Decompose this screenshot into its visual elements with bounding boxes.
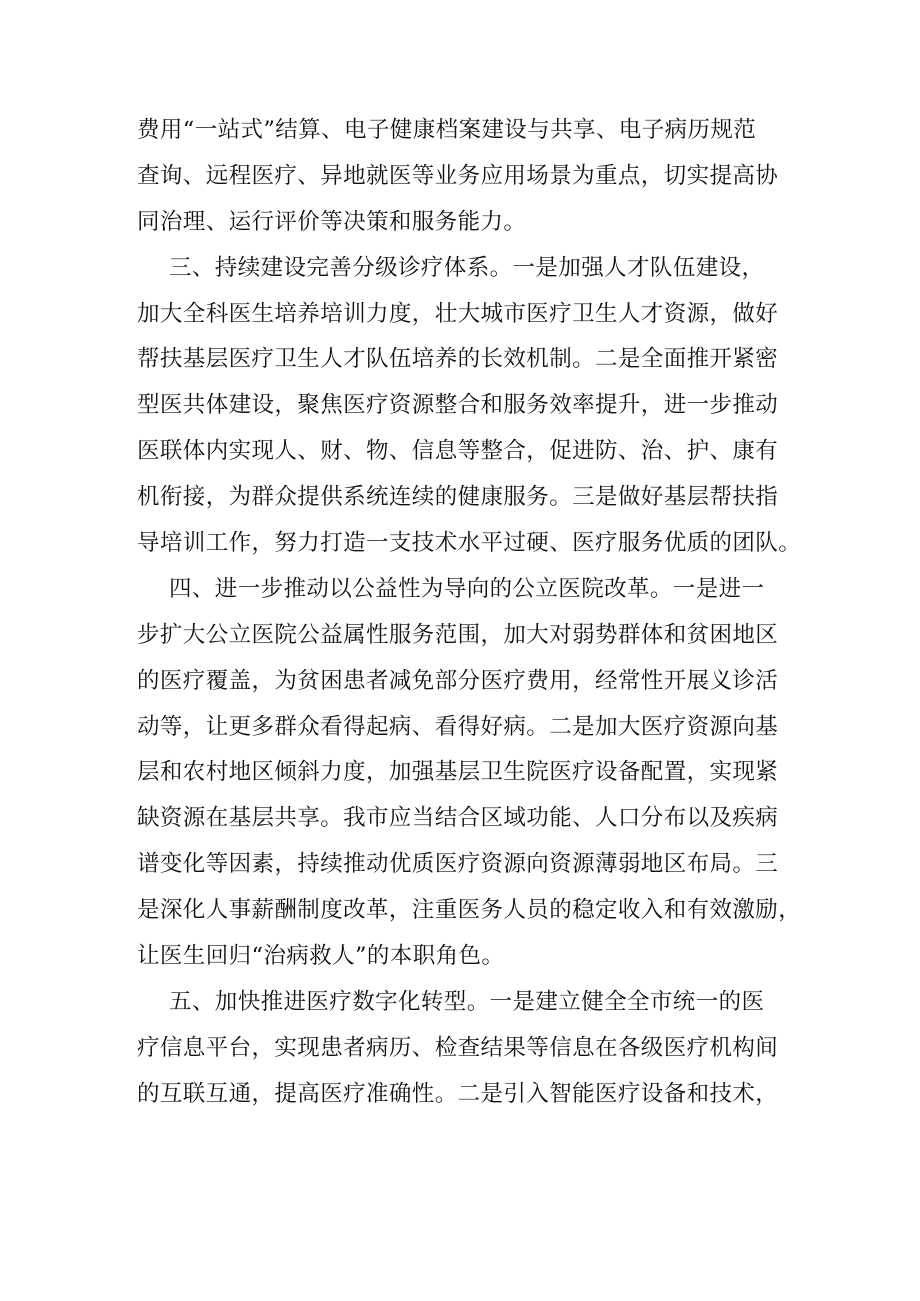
- text-line: 型医共体建设，聚焦医疗资源整合和服务效率提升，进一步推动: [137, 392, 779, 419]
- text-line: 医联体内实现人、财、物、信息等整合，促进防、治、护、康有: [137, 438, 779, 465]
- text-line: 查询、远程医疗、异地就医等业务应用场景为重点，切实提高协: [137, 162, 779, 189]
- text-line: 加大全科医生培养培训力度，壮大城市医疗卫生人才资源，做好: [137, 300, 779, 327]
- paragraph-section-four: [137, 567, 802, 980]
- text-line: 费用“一站式”结算、电子健康档案建设与共享、电子病历规范: [137, 117, 757, 143]
- text-line: 同治理、运行评价等决策和服务能力。: [137, 208, 527, 235]
- text-line: 导培训工作，努力打造一支技术水平过硬、医疗服务优质的团队。: [137, 530, 802, 557]
- text-line: 的互联互通，提高医疗准确性。二是引入智能医疗设备和技术，: [137, 1080, 779, 1107]
- text-line: 是深化人事薪酬制度改革，注重医务人员的稳定收入和有效激励，: [137, 897, 802, 924]
- text-line: 帮扶基层医疗卫生人才队伍培养的长效机制。二是全面推开紧密: [137, 346, 779, 373]
- text-line: 让医生回归“治病救人”的本职角色。: [137, 943, 505, 970]
- text-line: 四、进一步推动以公益性为导向的公立医院改革。一是进一: [169, 575, 765, 602]
- document-body: [137, 108, 802, 1118]
- text-line: 动等，让更多群众看得起病、看得好病。二是加大医疗资源向基: [137, 713, 779, 740]
- paragraph-section-three: [137, 246, 802, 567]
- text-line: 三、持续建设完善分级诊疗体系。一是加强人才队伍建设，: [169, 254, 765, 281]
- paragraph-section-five: [137, 980, 797, 1118]
- text-line: 的医疗覆盖，为贫困患者减免部分医疗费用，经常性开展义诊活: [137, 667, 779, 694]
- text-line: 步扩大公立医院公益属性服务范围，加大对弱势群体和贫困地区: [137, 621, 779, 648]
- text-line: 五、加快推进医疗数字化转型。一是建立健全全市统一的医: [169, 988, 765, 1015]
- text-line: 缺资源在基层共享。我市应当结合区域功能、人口分布以及疾病: [137, 805, 779, 832]
- paragraph-continuation: [137, 108, 797, 246]
- text-line: 谱变化等因素，持续推动优质医疗资源向资源薄弱地区布局。三: [137, 851, 779, 878]
- text-line: 疗信息平台，实现患者病历、检查结果等信息在各级医疗机构间: [137, 1034, 779, 1061]
- text-line: 机衔接，为群众提供系统连续的健康服务。三是做好基层帮扶指: [137, 484, 779, 511]
- text-line: 层和农村地区倾斜力度，加强基层卫生院医疗设备配置，实现紧: [137, 759, 779, 786]
